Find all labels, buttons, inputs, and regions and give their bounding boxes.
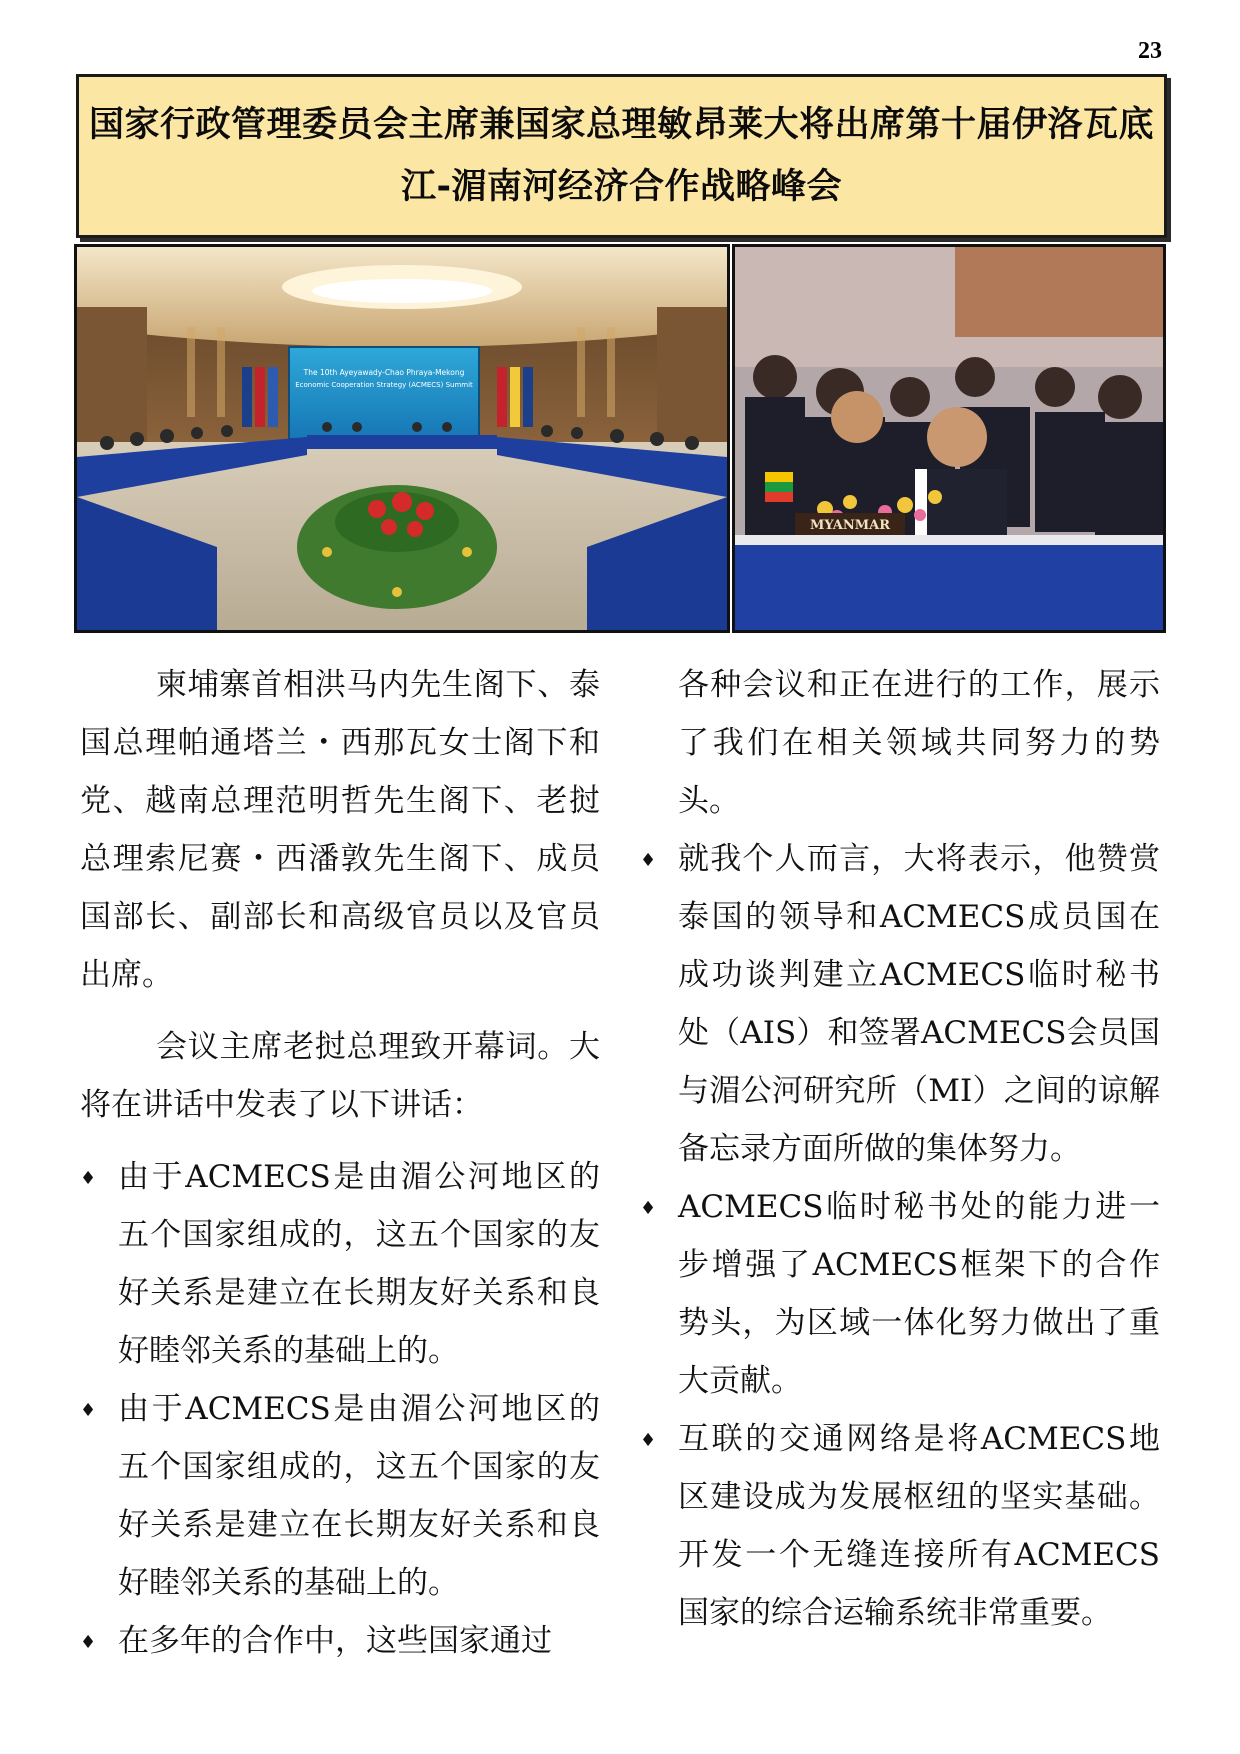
- diamond-bullet-icon: ♦: [640, 850, 657, 871]
- diamond-bullet-icon: ♦: [640, 1198, 657, 1219]
- list-item-text: 就我个人而言，大将表示，他赞赏泰国的领导和ACMECS成员国在成功谈判建立ACMECS临时秘书处（AIS）和签署ACMECS会员国与湄公河研究所（MI）之间的谅解备忘录方面所做的集体努力。: [678, 841, 1160, 1167]
- diamond-bullet-icon: ♦: [80, 1632, 97, 1653]
- list-item-text: 由于ACMECS是由湄公河地区的五个国家组成的，这五个国家的友好关系是建立在长期友好关系和良好睦邻关系的基础上的。: [118, 1391, 600, 1601]
- page-number: 23: [1138, 38, 1162, 64]
- meeting-hall-photo: [74, 244, 730, 633]
- list-item: [80, 1612, 600, 1670]
- list-item-continuation: [640, 656, 1160, 830]
- headline: 国家行政管理委员会主席兼国家总理敏昂莱大将出席第十届伊洛瓦底江-湄南河经济合作战略峰会: [89, 105, 1155, 207]
- list-item: [640, 1178, 1160, 1410]
- diamond-bullet-icon: ♦: [640, 1430, 657, 1451]
- list-item-text: 互联的交通网络是将ACMECS地区建设成为发展枢纽的坚实基础。开发一个无缝连接所有ACMECS国家的综合运输系统非常重要。: [678, 1421, 1160, 1631]
- list-item-text: 在多年的合作中，这些国家通过: [118, 1623, 552, 1659]
- opening-paragraph: 会议主席老挝总理致开幕词。大将在讲话中发表了以下讲话：: [80, 1029, 600, 1123]
- right-column: [640, 656, 1160, 1642]
- diamond-bullet-icon: ♦: [80, 1400, 97, 1421]
- list-item-text: 由于ACMECS是由湄公河地区的五个国家组成的，这五个国家的友好关系是建立在长期友好关系和良好睦邻关系的基础上的。: [118, 1159, 600, 1369]
- list-item: [80, 1380, 600, 1612]
- left-column: [80, 656, 600, 1670]
- screen-text-line1: The 10th Ayeyawady-Chao Phraya-Mekong: [303, 368, 465, 377]
- myanmar-table-flag: [765, 472, 793, 502]
- delegation-photo: [732, 244, 1166, 633]
- headline-box: [76, 74, 1167, 238]
- diamond-bullet-icon: ♦: [80, 1168, 97, 1189]
- list-item-text: 各种会议和正在进行的工作，展示了我们在相关领域共同努力的势头。: [678, 667, 1160, 819]
- list-item: [640, 1410, 1160, 1642]
- list-item-text: ACMECS临时秘书处的能力进一步增强了ACMECS框架下的合作势头，为区域一体化努力做出了重大贡献。: [678, 1189, 1160, 1399]
- attendees-paragraph: 柬埔寨首相洪马内先生阁下、泰国总理帕通塔兰・西那瓦女士阁下和党、越南总理范明哲先生阁下、老挝总理索尼赛・西潘敦先生阁下、成员国部长、副部长和高级官员以及官员出席。: [80, 667, 600, 993]
- list-item: [80, 1148, 600, 1380]
- myanmar-nameplate: MYANMAR: [809, 518, 891, 533]
- list-item: [640, 830, 1160, 1178]
- screen-text-line2: Economic Cooperation Strategy (ACMECS) Summit: [295, 381, 473, 389]
